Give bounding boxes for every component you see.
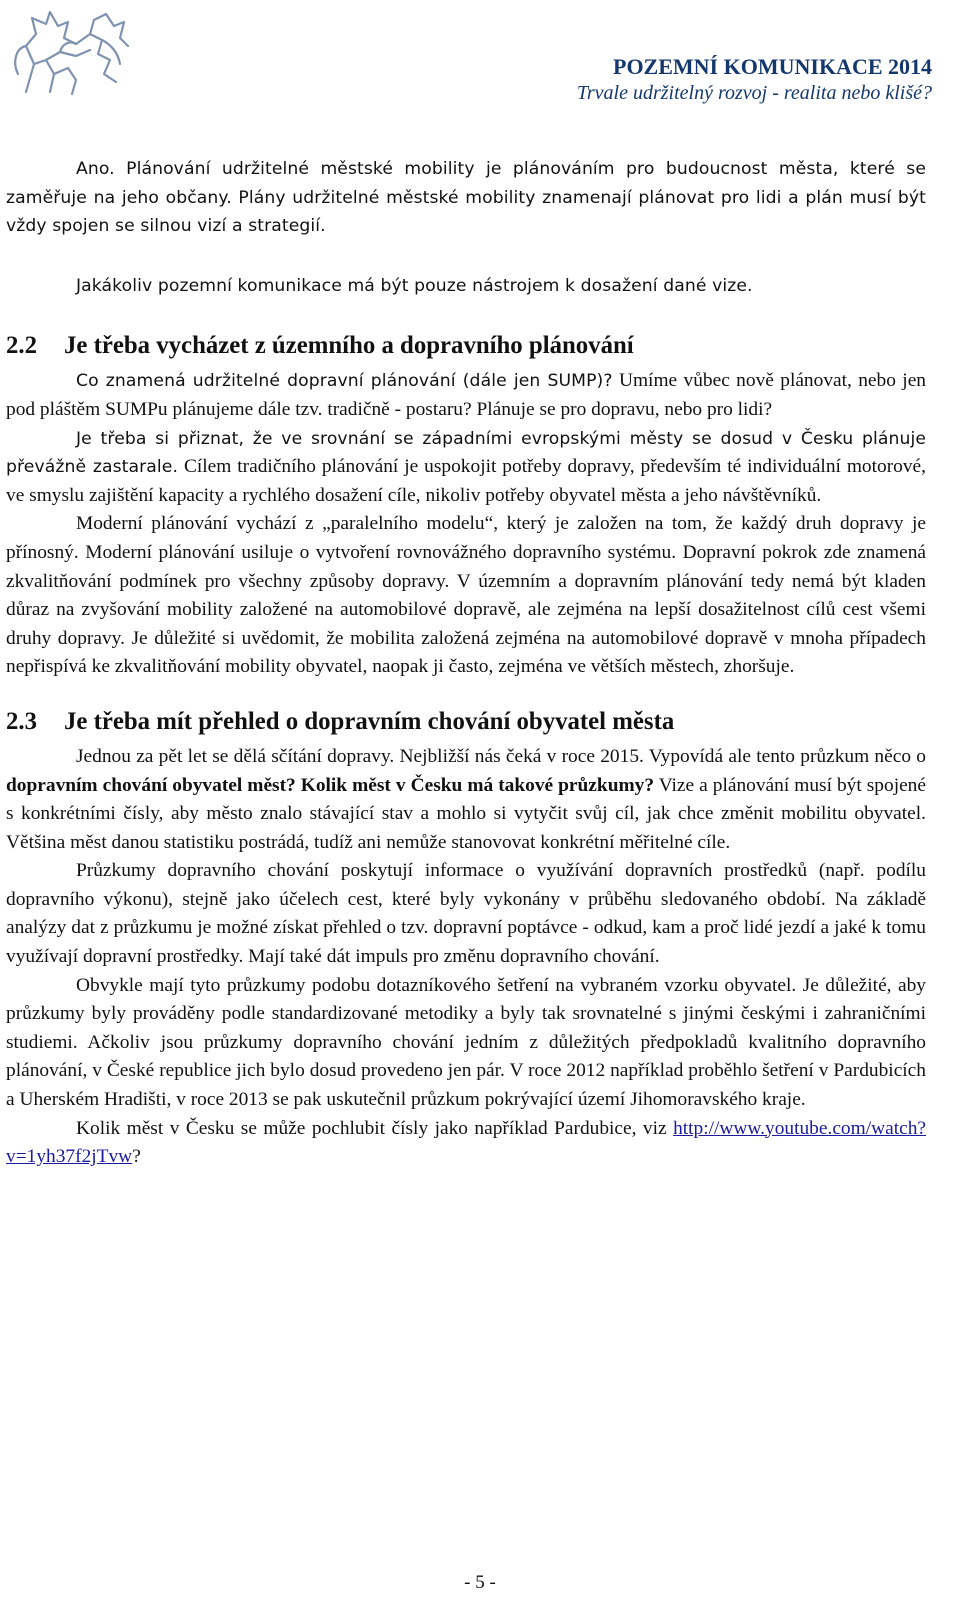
section-title: Je třeba mít přehled o dopravním chování obyvatel města bbox=[64, 707, 675, 735]
sans-text: Co znamená udržitelné dopravní plánování (dále jen SUMP)? bbox=[76, 371, 613, 392]
youtube-link[interactable]: http://www.youtube.com/watch?v=1yh37f2jTvw bbox=[6, 1117, 926, 1168]
intro-text: Ano. Plánování udržitelné městské mobility je plánováním pro budoucnost města, které se zaměřuje na jeho občany. Plány udržitelné městské mobility znamenají plánovat pro lidi a plán musí být vždy spojen se silnou vizí a strategií. bbox=[6, 159, 926, 237]
paragraph bbox=[6, 367, 926, 424]
text: Cílem tradičního plánování je uspokojit potřeby dopravy, především té individuální motorové, ve smyslu zajištění kapacity a rychlého dosažení cíle, nikoliv potřeby obyvatel města a jeho návštěvníků. bbox=[6, 456, 927, 506]
paragraph bbox=[6, 1115, 926, 1172]
section-number: 2.3 bbox=[6, 707, 37, 735]
paragraph: Moderní plánování vychází z „paralelního modelu“, který je založen na tom, že každý druh dopravy je přínosný. Moderní plánování usiluje o vytvoření rovnovážného dopravního systému. Dopravní pokrok zde znamená zkvalitňování podmínek pro všechny způsoby dopravy. V územním a dopravním plánování tedy nemá být kladen důraz na zvyšování mobility založené na automobilové dopravě, ale zejména na lepší dosažitelnost cílů cest všemi druhy dopravy. Je důležité si uvědomit, že mobilita založená zejména na automobilové dopravě v mnoha případech nepřispívá ke zkvalitňování mobility obyvatel, naopak ji často, zejména ve větších městech, zhoršuje. bbox=[6, 513, 926, 678]
text: Vize a plánování musí být spojené s konkrétními čísly, aby město znalo stávající stav a mohlo si vytyčit svůj cíl, jak chce změnit mobilitu obyvatel. Většina měst danou statistiku postrádá, tudíž ani nemůže stanovovat konkrétní měřitelné cíle. bbox=[6, 774, 926, 853]
intro-paragraph bbox=[6, 155, 926, 241]
page-body bbox=[6, 155, 926, 1172]
text: Kolik měst v Česku se může pochlubit čísly jako například Pardubice, viz bbox=[76, 1117, 674, 1139]
bold-text: dopravním chování obyvatel měst? Kolik měst v Česku má takové průzkumy? bbox=[6, 774, 655, 796]
sans-text: Je třeba si přiznat, že ve srovnání se západními evropskými městy se dosud v Česku plánuje převážně zastarale. bbox=[6, 428, 926, 478]
section-heading-2-2 bbox=[6, 331, 926, 361]
paragraph bbox=[6, 743, 926, 857]
conference-subtitle: Trvale udržitelný rozvoj - realita nebo klišé? bbox=[576, 82, 932, 104]
page-number: - 5 - bbox=[464, 1572, 496, 1593]
text: ? bbox=[132, 1146, 141, 1168]
paragraph: Průzkumy dopravního chování poskytují informace o využívání dopravních prostředků (např. podílu dopravního výkonu), stejně jako účelech cest, které byly vykonány v průběhu sledovaného období. Na základě analýzy dat z průzkumu je možné získat přehled o tzv. dopravní poptávce - odkud, kam a proč lidé jezdí a jaké k tomu využívají dopravní prostředky. Mají také dát impuls pro změnu dopravního chování. bbox=[6, 860, 926, 968]
intro-vision-paragraph bbox=[6, 272, 926, 301]
section-number: 2.2 bbox=[6, 332, 37, 360]
section-title: Je třeba vycházet z územního a dopravního plánování bbox=[64, 332, 634, 360]
text: Jednou za pět let se dělá sčítání dopravy. Nejbližší nás čeká v roce 2015. Vypovídá ale tento průzkum něco o bbox=[76, 745, 926, 767]
intro-vision-text: Jakákoliv pozemní komunikace má být pouze nástrojem k dosažení dané vize. bbox=[76, 275, 753, 296]
paragraph: Obvykle mají tyto průzkumy podobu dotazníkového šetření na vybraném vzorku obyvatel. Je důležité, aby průzkumy byly prováděny podle standardizované metodiky a byly tak srovnatelné s jinými českými i zahraničními studiemi. Ačkoliv jsou průzkumy dopravního chování jedním z důležitých předpokladů kvalitního dopravního plánování, v České republice jich bylo dosud provedeno jen pár. V roce 2012 například proběhlo šetření v Pardubicích a Uherském Hradišti, v roce 2013 se pak uskutečnil průzkum pokrývající území Jihomoravského kraje. bbox=[6, 974, 926, 1111]
conference-title: POZEMNÍ KOMUNIKACE 2014 bbox=[613, 54, 932, 79]
paragraph bbox=[6, 425, 926, 511]
document-header bbox=[577, 54, 932, 106]
text: Umíme vůbec nově plánovat, nebo jen pod pláštěm SUMPu plánujeme dále tzv. tradičně - postaru? Plánuje se pro dopravu, nebo pro lidi? bbox=[6, 370, 926, 420]
lion-logo-icon bbox=[6, 4, 134, 100]
section-heading-2-3 bbox=[6, 707, 926, 737]
